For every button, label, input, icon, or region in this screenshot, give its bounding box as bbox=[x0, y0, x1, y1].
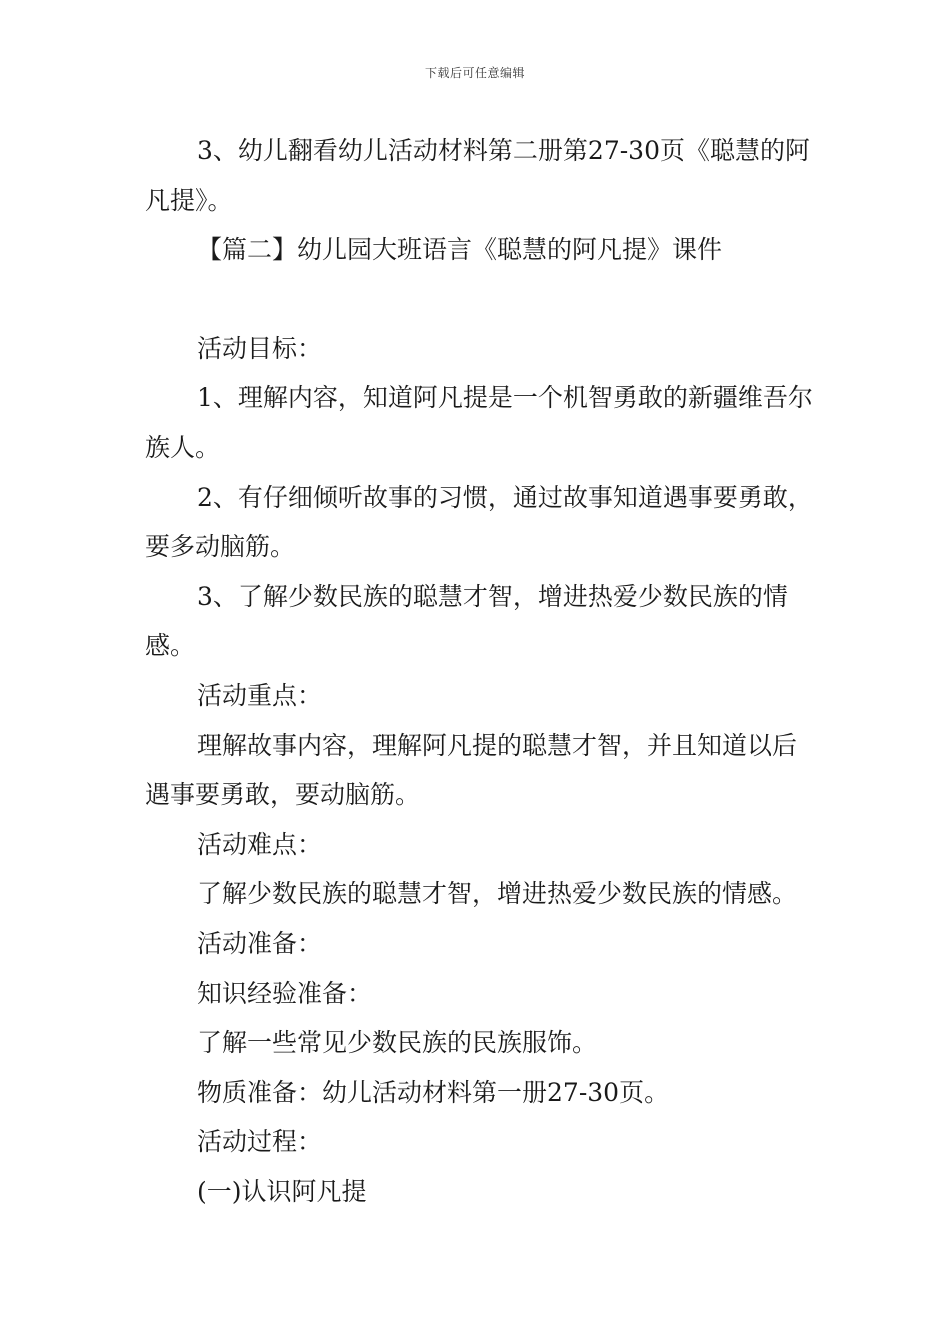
key-points-text: 理解故事内容，理解阿凡提的聪慧才智，并且知道以后遇事要勇敢，要动脑筋。 bbox=[145, 730, 798, 810]
process-step-1: (一)认识阿凡提 bbox=[197, 1176, 367, 1206]
knowledge-prep-text: 了解一些常见少数民族的民族服饰。 bbox=[197, 1028, 598, 1058]
paragraph-step-3: 3、幼儿翻看幼儿活动材料第二册第27-30页《聪慧的阿凡提》。 bbox=[145, 136, 810, 215]
goal-item-1: 1、理解内容，知道阿凡提是一个机智勇敢的新疆维吾尔族人。 bbox=[145, 383, 813, 462]
heading-difficulties: 活动难点： bbox=[197, 829, 323, 859]
heading-preparation: 活动准备： bbox=[197, 928, 323, 958]
goal-item-2: 2、有仔细倾听故事的习惯，通过故事知道遇事要勇敢，要多动脑筋。 bbox=[145, 482, 813, 562]
document-body bbox=[145, 126, 815, 1216]
heading-activity-goals: 活动目标： bbox=[197, 333, 323, 363]
heading-key-points: 活动重点： bbox=[197, 680, 323, 710]
heading-process: 活动过程： bbox=[197, 1127, 323, 1157]
heading-knowledge-prep: 知识经验准备： bbox=[197, 978, 373, 1008]
page-header: 下载后可任意编辑 bbox=[424, 66, 525, 80]
blank-line bbox=[145, 275, 815, 324]
material-prep-text: 物质准备：幼儿活动材料第一册27-30页。 bbox=[197, 1077, 670, 1107]
section-title: 【篇二】幼儿园大班语言《聪慧的阿凡提》课件 bbox=[197, 235, 723, 265]
goal-item-3: 3、了解少数民族的聪慧才智，增进热爱少数民族的情感。 bbox=[145, 581, 788, 661]
difficulties-text: 了解少数民族的聪慧才智，增进热爱少数民族的情感。 bbox=[197, 879, 798, 909]
